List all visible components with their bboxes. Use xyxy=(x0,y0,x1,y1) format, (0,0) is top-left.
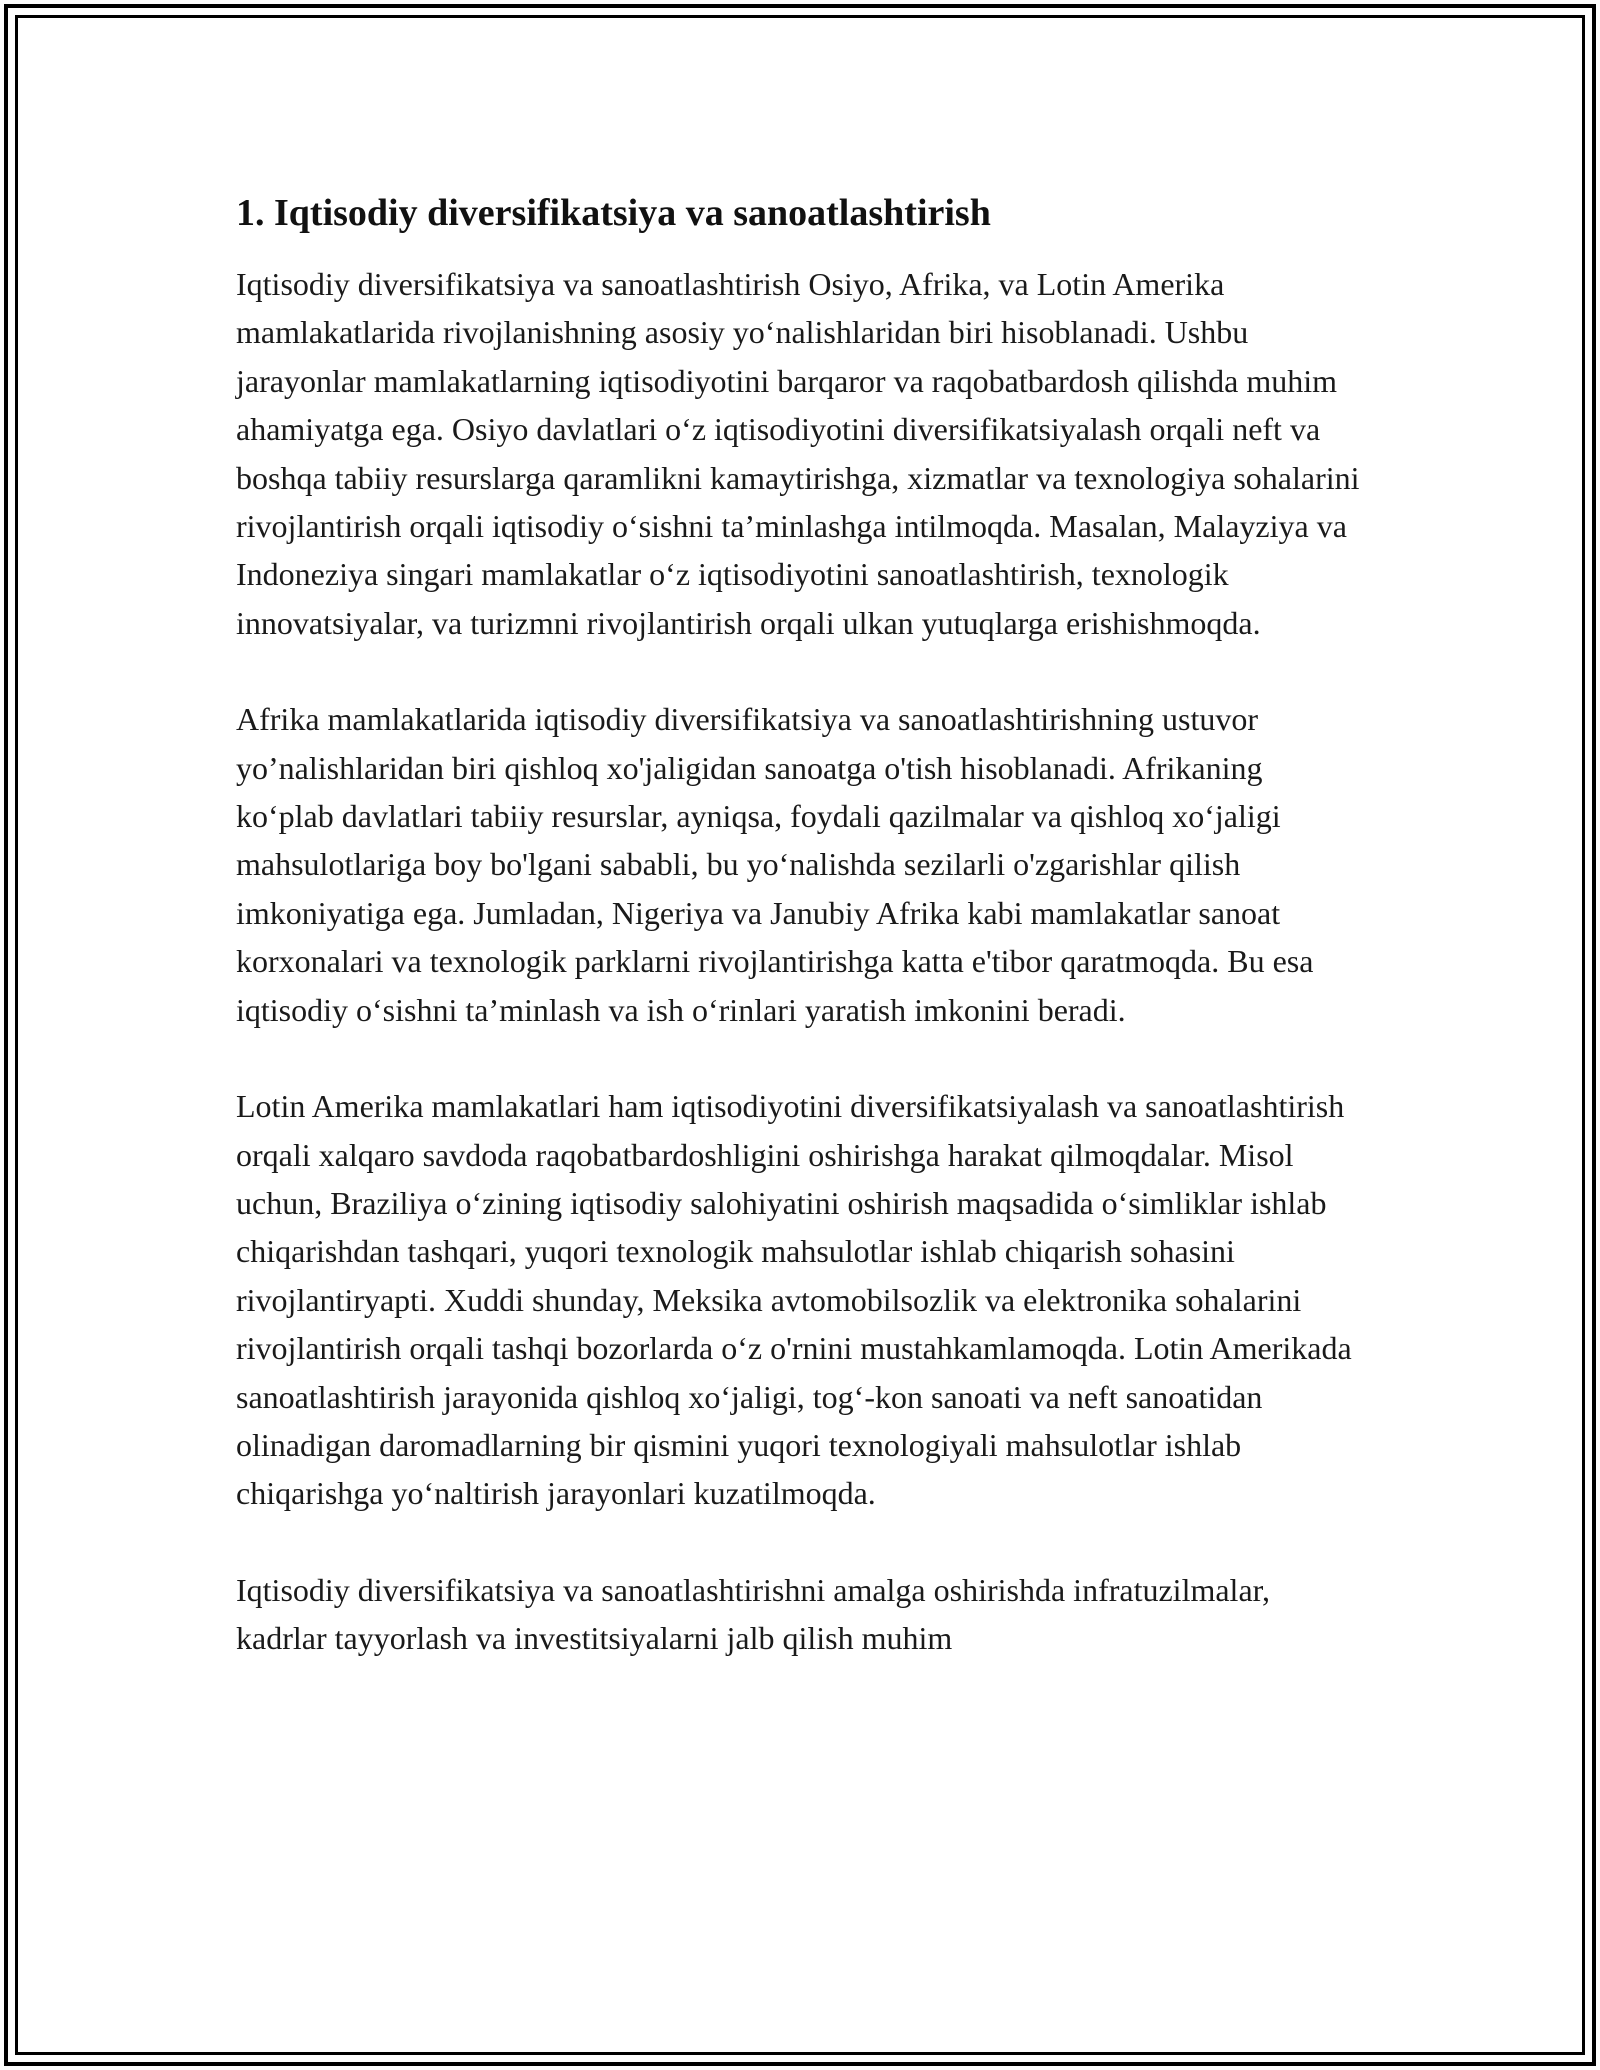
paragraph-implementation: Iqtisodiy diversifikatsiya va sanoatlashtirishni amalga oshirishda infratuzilmalar, kadrlar tayyorlash va investitsiyalarni jalb qilish muhim xyxy=(236,1571,1271,1657)
paragraph-africa: Afrika mamlakatlarida iqtisodiy diversifikatsiya va sanoatlashtirishning ustuvor yo’nalishlaridan biri qishloq xo'jaligidan sanoatga o'tish hisoblanadi. Afrikaning ko‘plab davlatlari tabiiy resurslar, ayniqsa, foydali qazilmalar va qishloq xo‘jaligi mahsulotlariga boy bo'lgani sababli, bu yoʻnalishda sezilarli o'zgarishlar qilish imkoniyatiga ega. Jumladan, Nigeriya va Janubiy Afrika kabi mamlakatlar sanoat korxonalari va texnologik parklarni rivojlantirishga katta e'tibor qaratmoqda. Bu esa iqtisodiy o‘sishni ta’minlash va ish o‘rinlari yaratish imkonini beradi. xyxy=(236,701,1314,1028)
paragraph-latin-america: Lotin Amerika mamlakatlari ham iqtisodiyotini diversifikatsiyalash va sanoatlashtirish orqali xalqaro savdoda raqobatbardoshligini oshirishga harakat qilmoqdalar. Misol uchun, Braziliya o‘zining iqtisodiy salohiyatini oshirish maqsadida o‘simliklar ishlab chiqarishdan tashqari, yuqori texnologik mahsulotlar ishlab chiqarish sohasini rivojlantiryapti. Xuddi shunday, Meksika avtomobilsozlik va elektronika sohalarini rivojlantirish orqali tashqi bozorlarda o‘z o'rnini mustahkamlamoqda. Lotin Amerikada sanoatlashtirish jarayonida qishloq xo‘jaligi, tog‘-kon sanoati va neft sanoatidan olinadigan daromadlarning bir qismini yuqori texnologiyali mahsulotlar ishlab chiqarishga yo‘naltirish jarayonlari kuzatilmoqda. xyxy=(236,1088,1352,1512)
section-heading: 1. Iqtisodiy diversifikatsiya va sanoatlashtirish xyxy=(236,192,991,234)
paragraph-asia: Iqtisodiy diversifikatsiya va sanoatlashtirish Osiyo, Afrika, va Lotin Amerika mamlakatlarida rivojlanishning asosiy yo‘nalishlaridan biri hisoblanadi. Ushbu jarayonlar mamlakatlarning iqtisodiyotini barqaror va raqobatbardosh qilishda muhim ahamiyatga ega. Osiyo davlatlari o‘z iqtisodiyotini diversifikatsiyalash orqali neft va boshqa tabiiy resurslarga qaramlikni kamaytirishga, xizmatlar va texnologiya sohalarini rivojlantirish orqali iqtisodiy o‘sishni ta’minlashga intilmoqda. Masalan, Malayziya va Indoneziya singari mamlakatlar o‘z iqtisodiyotini sanoatlashtirish, texnologik innovatsiyalar, va turizmni rivojlantirish orqali ulkan yutuqlarga erishishmoqda. xyxy=(236,266,1360,641)
document-body xyxy=(236,186,1366,1663)
